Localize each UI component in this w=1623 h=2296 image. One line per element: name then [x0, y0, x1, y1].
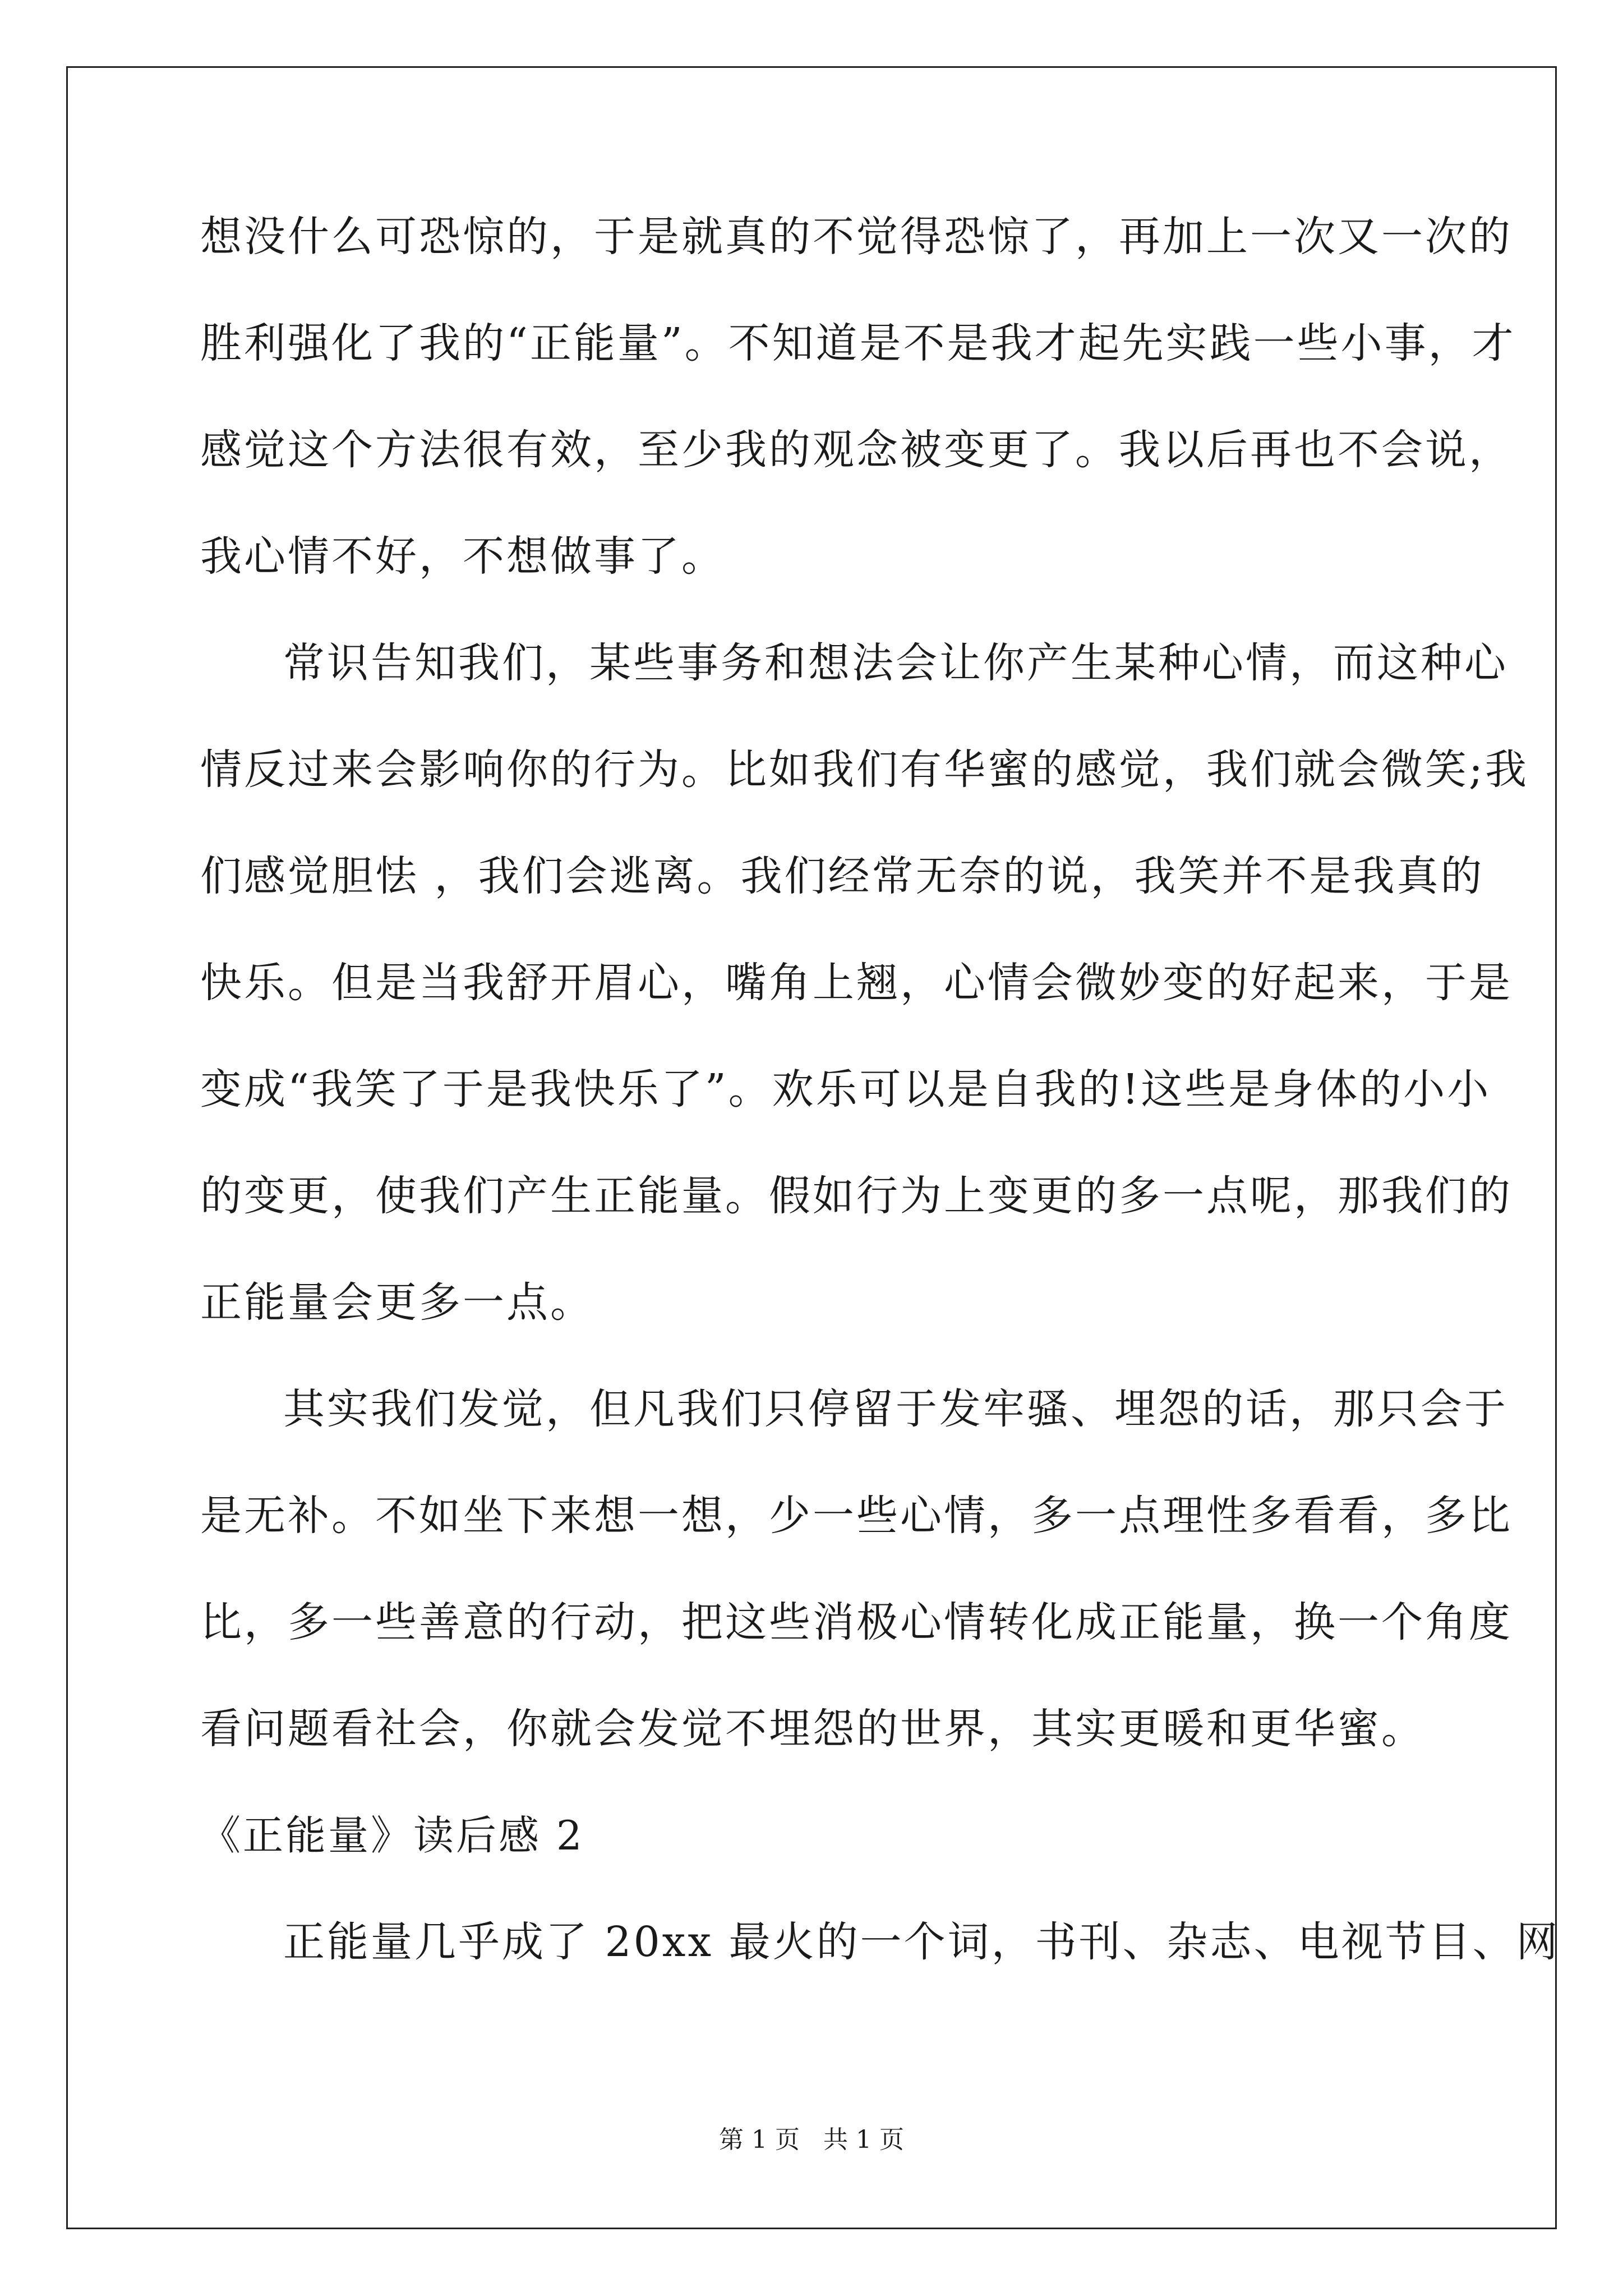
- paragraph-line: 常识告知我们，某些事务和想法会让你产生某种心情，而这种心: [283, 639, 1508, 687]
- page-number-footer: 第 1 页 共 1 页: [719, 2125, 904, 2154]
- paragraph-line: 其实我们发觉，但凡我们只停留于发牢骚、埋怨的话，那只会于: [283, 1385, 1508, 1433]
- paragraph-line: 胜利强化了我的“正能量”。不知道是不是我才起先实践一些小事，才: [200, 319, 1516, 367]
- paragraph-line: 们感觉胆怯 ，我们会逃离。我们经常无奈的说，我笑并不是我真的: [200, 852, 1484, 900]
- paragraph-line: 感觉这个方法很有效，至少我的观念被变更了。我以后再也不会说，: [200, 426, 1513, 474]
- paragraph-line: 正能量会更多一点。: [200, 1278, 594, 1327]
- paragraph-line: 想没什么可恐惊的，于是就真的不觉得恐惊了，再加上一次又一次的: [200, 213, 1513, 261]
- paragraph-line: 的变更，使我们产生正能量。假如行为上变更的多一点呢，那我们的: [200, 1172, 1513, 1220]
- paragraph-line: 情反过来会影响你的行为。比如我们有华蜜的感觉，我们就会微笑;我: [200, 746, 1529, 794]
- paragraph-line: 是无补。不如坐下来想一想，少一些心情，多一点理性多看看，多比: [200, 1492, 1513, 1540]
- paragraph-line: 我心情不好，不想做事了。: [200, 532, 725, 581]
- paragraph-line: 快乐。但是当我舒开眉心，嘴角上翘，心情会微妙变的好起来，于是: [200, 959, 1513, 1007]
- paragraph-line: 正能量几乎成了 20xx 最火的一个词，书刊、杂志、电视节目、网: [283, 1918, 1560, 1966]
- section-heading: 《正能量》读后感 2: [200, 1812, 584, 1859]
- page-frame: [66, 66, 1557, 2229]
- paragraph-line: 看问题看社会，你就会发觉不埋怨的世界，其实更暖和更华蜜。: [200, 1705, 1425, 1753]
- paragraph-line: 比，多一些善意的行动，把这些消极心情转化成正能量，换一个角度: [200, 1598, 1513, 1646]
- paragraph-line: 变成“我笑了于是我快乐了”。欢乐可以是自我的!这些是身体的小小: [200, 1065, 1491, 1114]
